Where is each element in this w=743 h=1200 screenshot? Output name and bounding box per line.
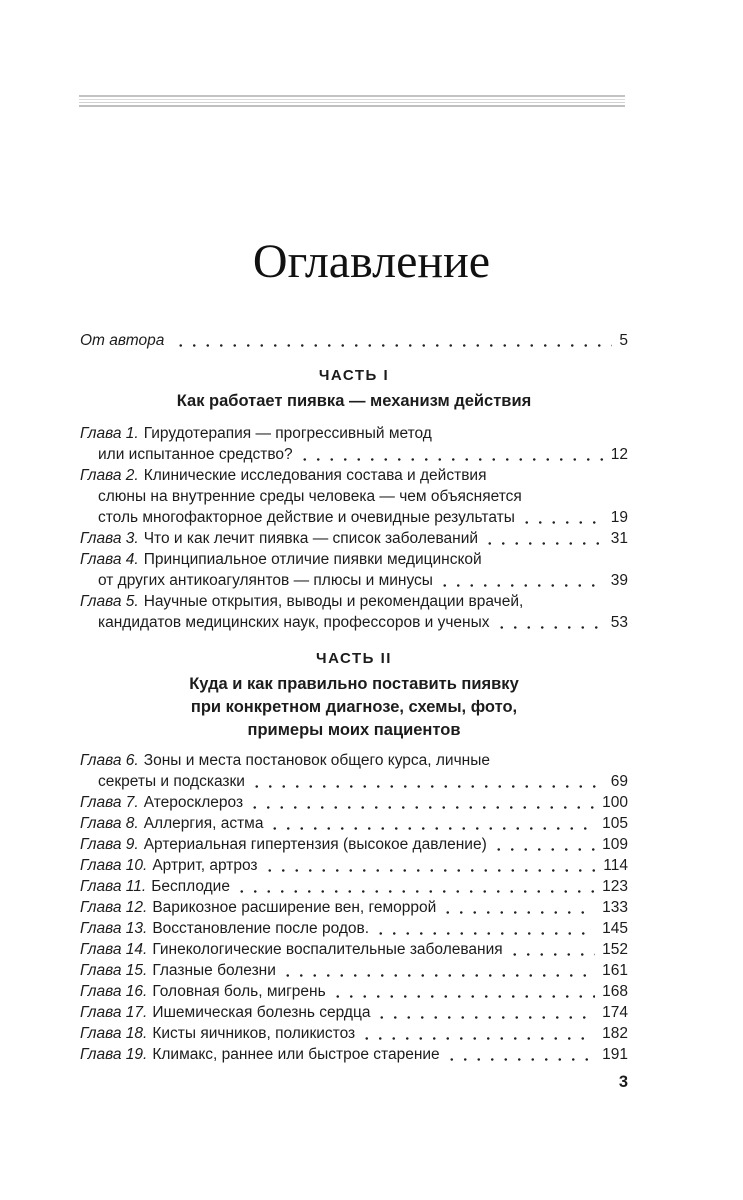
entry-row bbox=[80, 876, 628, 897]
dot-leader bbox=[250, 771, 604, 792]
toc-entry bbox=[80, 855, 628, 876]
dot-leader bbox=[281, 960, 595, 981]
entry-text: Зоны и места постановок общего курса, личные bbox=[143, 752, 490, 769]
dot-leader bbox=[508, 939, 595, 960]
rule-line bbox=[79, 95, 625, 97]
page-title: Оглавление bbox=[252, 235, 491, 288]
entry-row bbox=[80, 423, 628, 444]
toc-entry bbox=[80, 813, 628, 834]
entry-row bbox=[80, 528, 628, 549]
toc-entry bbox=[80, 834, 628, 855]
entry-page-number: 109 bbox=[602, 836, 628, 853]
entry-label: Глава 8. bbox=[80, 815, 139, 832]
dot-leader bbox=[174, 330, 612, 351]
toc-entry bbox=[80, 465, 628, 528]
entry-text: Принципиальное отличие пиявки медицинской bbox=[143, 551, 482, 568]
entry-row bbox=[80, 960, 628, 981]
entry-row bbox=[80, 465, 628, 486]
entry-page-number: 69 bbox=[610, 773, 628, 790]
rule-line bbox=[79, 99, 625, 100]
rule-line bbox=[79, 102, 625, 103]
entry-page-number: 191 bbox=[602, 1046, 628, 1063]
dot-leader bbox=[492, 834, 595, 855]
entry-text: Атеросклероз bbox=[143, 794, 244, 811]
entry-row bbox=[80, 897, 628, 918]
toc-entry bbox=[80, 918, 628, 939]
dot-leader bbox=[298, 444, 604, 465]
entry-text: Климакс, раннее или быстрое старение bbox=[152, 1046, 440, 1063]
dot-leader bbox=[441, 897, 595, 918]
dot-leader bbox=[445, 1044, 595, 1065]
dot-leader bbox=[375, 1002, 595, 1023]
entry-row bbox=[80, 1023, 628, 1044]
dot-leader bbox=[438, 570, 604, 591]
entry-text: Варикозное расширение вен, геморрой bbox=[152, 899, 437, 916]
entry-row bbox=[80, 918, 628, 939]
entry-text: Кисты яичников, поликистоз bbox=[152, 1025, 356, 1042]
entry-text: Ишемическая болезнь сердца bbox=[152, 1004, 371, 1021]
entry-text: Клинические исследования состава и действия bbox=[143, 467, 487, 484]
part-title-line: примеры моих пациентов bbox=[247, 721, 461, 739]
entry-row bbox=[80, 813, 628, 834]
entry-label: Глава 12. bbox=[80, 899, 148, 916]
entry-row bbox=[80, 1044, 628, 1065]
entry-page-number: 114 bbox=[603, 857, 628, 874]
toc-entry bbox=[80, 981, 628, 1002]
entry-page-number: 19 bbox=[610, 509, 628, 526]
entry-text: от других антикоагулянтов — плюсы и минусы bbox=[98, 572, 433, 589]
entry-label: Глава 5. bbox=[80, 593, 139, 610]
entry-label: Глава 6. bbox=[80, 752, 139, 769]
entry-label: Глава 10. bbox=[80, 857, 148, 874]
part-title-line: Как работает пиявка — механизм действия bbox=[176, 392, 532, 410]
entry-page-number: 31 bbox=[610, 530, 628, 547]
entry-label: Глава 7. bbox=[80, 794, 139, 811]
entry-label: Глава 13. bbox=[80, 920, 148, 937]
entry-row bbox=[80, 591, 628, 612]
entry-page-number: 161 bbox=[602, 962, 628, 979]
part-kicker: ЧАСТЬ II bbox=[316, 650, 392, 667]
entry-page-number: 105 bbox=[602, 815, 628, 832]
dot-leader bbox=[495, 612, 604, 633]
entry-page-number: 100 bbox=[602, 794, 628, 811]
entry-label: Глава 11. bbox=[80, 878, 147, 895]
dot-leader bbox=[268, 813, 595, 834]
rule-line bbox=[79, 105, 625, 107]
toc-entry bbox=[80, 876, 628, 897]
entry-text: слюны на внутренние среды человека — чем объясняется bbox=[98, 488, 522, 505]
part-title-line: при конкретном диагнозе, схемы, фото, bbox=[190, 698, 518, 716]
entry-page-number: 39 bbox=[610, 572, 628, 589]
toc-entry bbox=[80, 939, 628, 960]
entry-page-number: 145 bbox=[602, 920, 628, 937]
entry-text: Аллергия, астма bbox=[143, 815, 264, 832]
entry-row bbox=[80, 771, 628, 792]
entry-row bbox=[80, 612, 628, 633]
entry-row bbox=[80, 792, 628, 813]
toc-entry bbox=[80, 549, 628, 591]
entry-text: Гирудотерапия — прогрессивный метод bbox=[143, 425, 432, 442]
entry-text: Гинекологические воспалительные заболевания bbox=[152, 941, 503, 958]
part-title-line: Куда и как правильно поставить пиявку bbox=[189, 675, 519, 693]
entry-row bbox=[80, 330, 628, 351]
entry-row bbox=[80, 834, 628, 855]
entry-label: Глава 9. bbox=[80, 836, 139, 853]
toc-entry bbox=[80, 528, 628, 549]
entry-label: Глава 18. bbox=[80, 1025, 148, 1042]
entry-row bbox=[80, 750, 628, 771]
dot-leader bbox=[374, 918, 595, 939]
entry-text: Глазные болезни bbox=[152, 962, 276, 979]
entry-label: Глава 2. bbox=[80, 467, 139, 484]
entry-label: Глава 1. bbox=[80, 425, 139, 442]
toc-entry bbox=[80, 960, 628, 981]
entry-label: Глава 15. bbox=[80, 962, 148, 979]
entry-page-number: 174 bbox=[602, 1004, 628, 1021]
entry-page-number: 168 bbox=[602, 983, 628, 1000]
dot-leader bbox=[263, 855, 597, 876]
part-heading bbox=[80, 648, 628, 742]
entry-text: Артериальная гипертензия (высокое давление) bbox=[143, 836, 487, 853]
entry-row bbox=[80, 507, 628, 528]
entry-page-number: 123 bbox=[602, 878, 628, 895]
dot-leader bbox=[331, 981, 595, 1002]
entry-label: Глава 14. bbox=[80, 941, 148, 958]
entry-row bbox=[80, 855, 628, 876]
entry-row bbox=[80, 444, 628, 465]
toc-entry bbox=[80, 330, 628, 351]
entry-text: Бесплодие bbox=[151, 878, 230, 895]
dot-leader bbox=[520, 507, 604, 528]
entry-page-number: 5 bbox=[619, 332, 628, 349]
part-heading bbox=[80, 365, 628, 413]
entry-label: Глава 4. bbox=[80, 551, 139, 568]
entry-row bbox=[80, 981, 628, 1002]
toc-entry bbox=[80, 591, 628, 633]
toc-entry bbox=[80, 750, 628, 792]
toc-entry bbox=[80, 792, 628, 813]
entry-label: Глава 19. bbox=[80, 1046, 148, 1063]
entry-page-number: 133 bbox=[602, 899, 628, 916]
entry-row bbox=[80, 939, 628, 960]
entry-text: Научные открытия, выводы и рекомендации врачей, bbox=[143, 593, 524, 610]
dot-leader bbox=[360, 1023, 595, 1044]
entry-page-number: 53 bbox=[610, 614, 628, 631]
entry-page-number: 12 bbox=[610, 446, 628, 463]
entry-label: Глава 16. bbox=[80, 983, 148, 1000]
part-kicker: ЧАСТЬ I bbox=[318, 367, 390, 384]
dot-leader bbox=[483, 528, 604, 549]
folio-page-number: 3 bbox=[618, 1073, 628, 1091]
entry-text: Что и как лечит пиявка — список заболеваний bbox=[143, 530, 479, 547]
entry-text: Артрит, артроз bbox=[152, 857, 258, 874]
decorative-rule bbox=[79, 95, 625, 107]
dot-leader bbox=[235, 876, 595, 897]
toc-entry bbox=[80, 423, 628, 465]
toc-list bbox=[80, 330, 628, 1065]
entry-page-number: 182 bbox=[602, 1025, 628, 1042]
entry-row bbox=[80, 1002, 628, 1023]
toc-entry bbox=[80, 1044, 628, 1065]
entry-text: или испытанное средство? bbox=[98, 446, 293, 463]
entry-text: столь многофакторное действие и очевидные результаты bbox=[98, 509, 515, 526]
toc-entry bbox=[80, 897, 628, 918]
entry-label: От автора bbox=[80, 332, 165, 349]
toc-entry bbox=[80, 1023, 628, 1044]
entry-label: Глава 17. bbox=[80, 1004, 148, 1021]
toc-entry bbox=[80, 1002, 628, 1023]
entry-text: Восстановление после родов. bbox=[152, 920, 370, 937]
entry-page-number: 152 bbox=[602, 941, 628, 958]
entry-row bbox=[80, 486, 628, 507]
entry-text: Головная боль, мигрень bbox=[152, 983, 326, 1000]
dot-leader bbox=[248, 792, 595, 813]
entry-text: секреты и подсказки bbox=[98, 773, 245, 790]
entry-text: кандидатов медицинских наук, профессоров и ученых bbox=[98, 614, 490, 631]
entry-label: Глава 3. bbox=[80, 530, 139, 547]
entry-row bbox=[80, 570, 628, 591]
entry-row bbox=[80, 549, 628, 570]
